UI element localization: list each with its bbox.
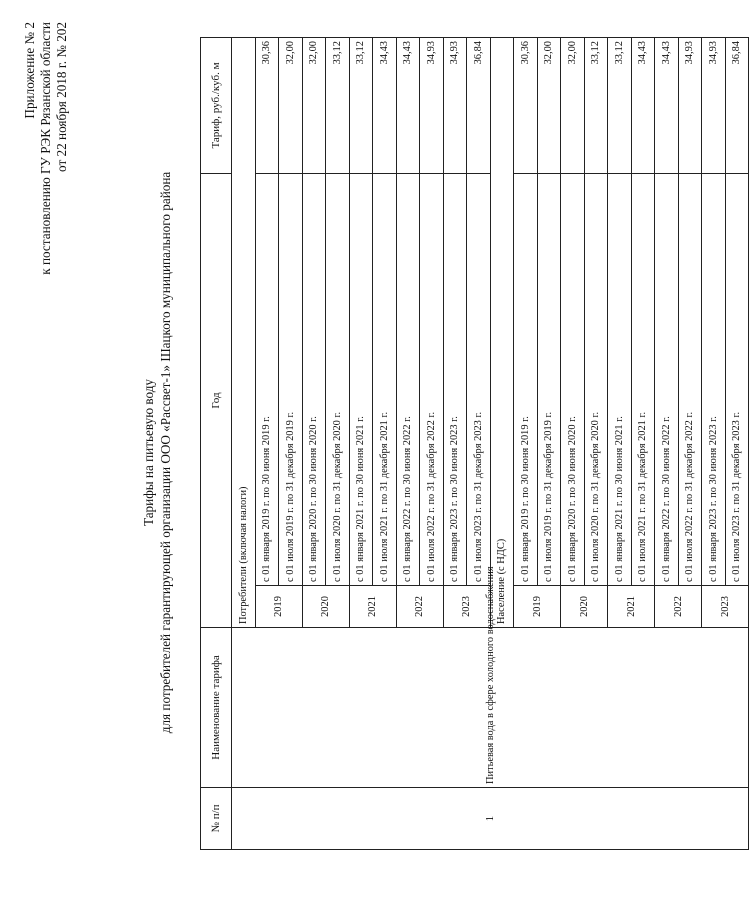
period-cell: с 01 января 2022 г. по 30 июня 2022 г.	[396, 174, 420, 586]
table-header-row	[201, 38, 232, 850]
consumer-group-label: Население (с НДС)	[490, 38, 514, 628]
row-number: 1	[232, 788, 749, 850]
tariff-name-cell: Питьевая вода в сфере холодного водоснабжения	[232, 628, 749, 788]
tariff-value-cell: 34,93	[678, 38, 702, 174]
appendix-number: Приложение № 2	[22, 22, 37, 119]
year-cell: 2020	[561, 586, 608, 628]
tariff-value-cell: 34,93	[420, 38, 444, 174]
tariff-value-cell: 33,12	[608, 38, 632, 174]
period-cell: с 01 июля 2021 г. по 31 декабря 2021 г.	[373, 174, 397, 586]
tariff-value-cell: 30,36	[514, 38, 538, 174]
period-cell: с 01 июля 2021 г. по 31 декабря 2021 г.	[631, 174, 655, 586]
tariff-table	[200, 37, 749, 850]
period-cell: с 01 января 2020 г. по 30 июня 2020 г.	[302, 174, 326, 586]
approval-block	[22, 22, 70, 442]
resolution-reference: к постановлению ГУ РЭК Рязанской области	[38, 22, 53, 275]
tariff-value-cell: 34,93	[702, 38, 726, 174]
tariff-value-cell: 34,43	[631, 38, 655, 174]
period-cell: с 01 июля 2023 г. по 31 декабря 2023 г.	[467, 174, 491, 586]
year-cell: 2021	[349, 586, 396, 628]
resolution-date: от 22 ноября 2018 г. № 202	[54, 22, 69, 172]
title-line-2: для потребителей гарантирующей организации ООО «Рассвет-1» Шацкого муниципального района	[158, 171, 173, 734]
year-cell: 2023	[702, 586, 749, 628]
table-body	[232, 38, 749, 850]
consumer-group-label: Потребители (включая налоги)	[232, 38, 256, 628]
year-cell: 2019	[255, 586, 302, 628]
tariff-value-cell: 33,12	[326, 38, 350, 174]
period-cell: с 01 июля 2020 г. по 31 декабря 2020 г.	[584, 174, 608, 586]
document-title	[140, 0, 174, 905]
header-number: № п/п	[201, 788, 232, 850]
tariff-value-cell: 34,43	[373, 38, 397, 174]
tariff-value-cell: 34,43	[655, 38, 679, 174]
period-cell: с 01 июля 2019 г. по 31 декабря 2019 г.	[279, 174, 303, 586]
header-tariff-name: Наименование тарифа	[201, 628, 232, 788]
year-cell: 2023	[443, 586, 490, 628]
tariff-value-cell: 34,93	[443, 38, 467, 174]
tariff-value-cell: 32,00	[302, 38, 326, 174]
year-cell: 2022	[396, 586, 443, 628]
tariff-value-cell: 33,12	[584, 38, 608, 174]
header-period: Год	[201, 174, 232, 628]
title-line-1: Тарифы на питьевую воду	[141, 378, 156, 527]
tariff-value-cell: 30,36	[255, 38, 279, 174]
period-cell: с 01 января 2021 г. по 30 июня 2021 г.	[608, 174, 632, 586]
period-cell: с 01 июля 2020 г. по 31 декабря 2020 г.	[326, 174, 350, 586]
period-cell: с 01 июля 2023 г. по 31 декабря 2023 г.	[725, 174, 749, 586]
year-cell: 2022	[655, 586, 702, 628]
tariff-value-cell: 32,00	[537, 38, 561, 174]
tariff-value-cell: 36,84	[467, 38, 491, 174]
header-tariff: Тариф, руб./куб. м	[201, 38, 232, 174]
period-cell: с 01 января 2019 г. по 30 июня 2019 г.	[514, 174, 538, 586]
period-cell: с 01 января 2023 г. по 30 июня 2023 г.	[702, 174, 726, 586]
period-cell: с 01 января 2023 г. по 30 июня 2023 г.	[443, 174, 467, 586]
period-cell: с 01 января 2020 г. по 30 июня 2020 г.	[561, 174, 585, 586]
year-cell: 2021	[608, 586, 655, 628]
tariff-value-cell: 32,00	[279, 38, 303, 174]
tariff-value-cell: 33,12	[349, 38, 373, 174]
period-cell: с 01 июля 2022 г. по 31 декабря 2022 г.	[678, 174, 702, 586]
period-cell: с 01 января 2021 г. по 30 июня 2021 г.	[349, 174, 373, 586]
table-group-row	[232, 38, 256, 850]
tariff-value-cell: 36,84	[725, 38, 749, 174]
year-cell: 2019	[514, 586, 561, 628]
year-cell: 2020	[302, 586, 349, 628]
tariff-value-cell: 32,00	[561, 38, 585, 174]
tariff-value-cell: 34,43	[396, 38, 420, 174]
period-cell: с 01 июля 2022 г. по 31 декабря 2022 г.	[420, 174, 444, 586]
period-cell: с 01 января 2019 г. по 30 июня 2019 г.	[255, 174, 279, 586]
period-cell: с 01 января 2022 г. по 30 июня 2022 г.	[655, 174, 679, 586]
period-cell: с 01 июля 2019 г. по 31 декабря 2019 г.	[537, 174, 561, 586]
